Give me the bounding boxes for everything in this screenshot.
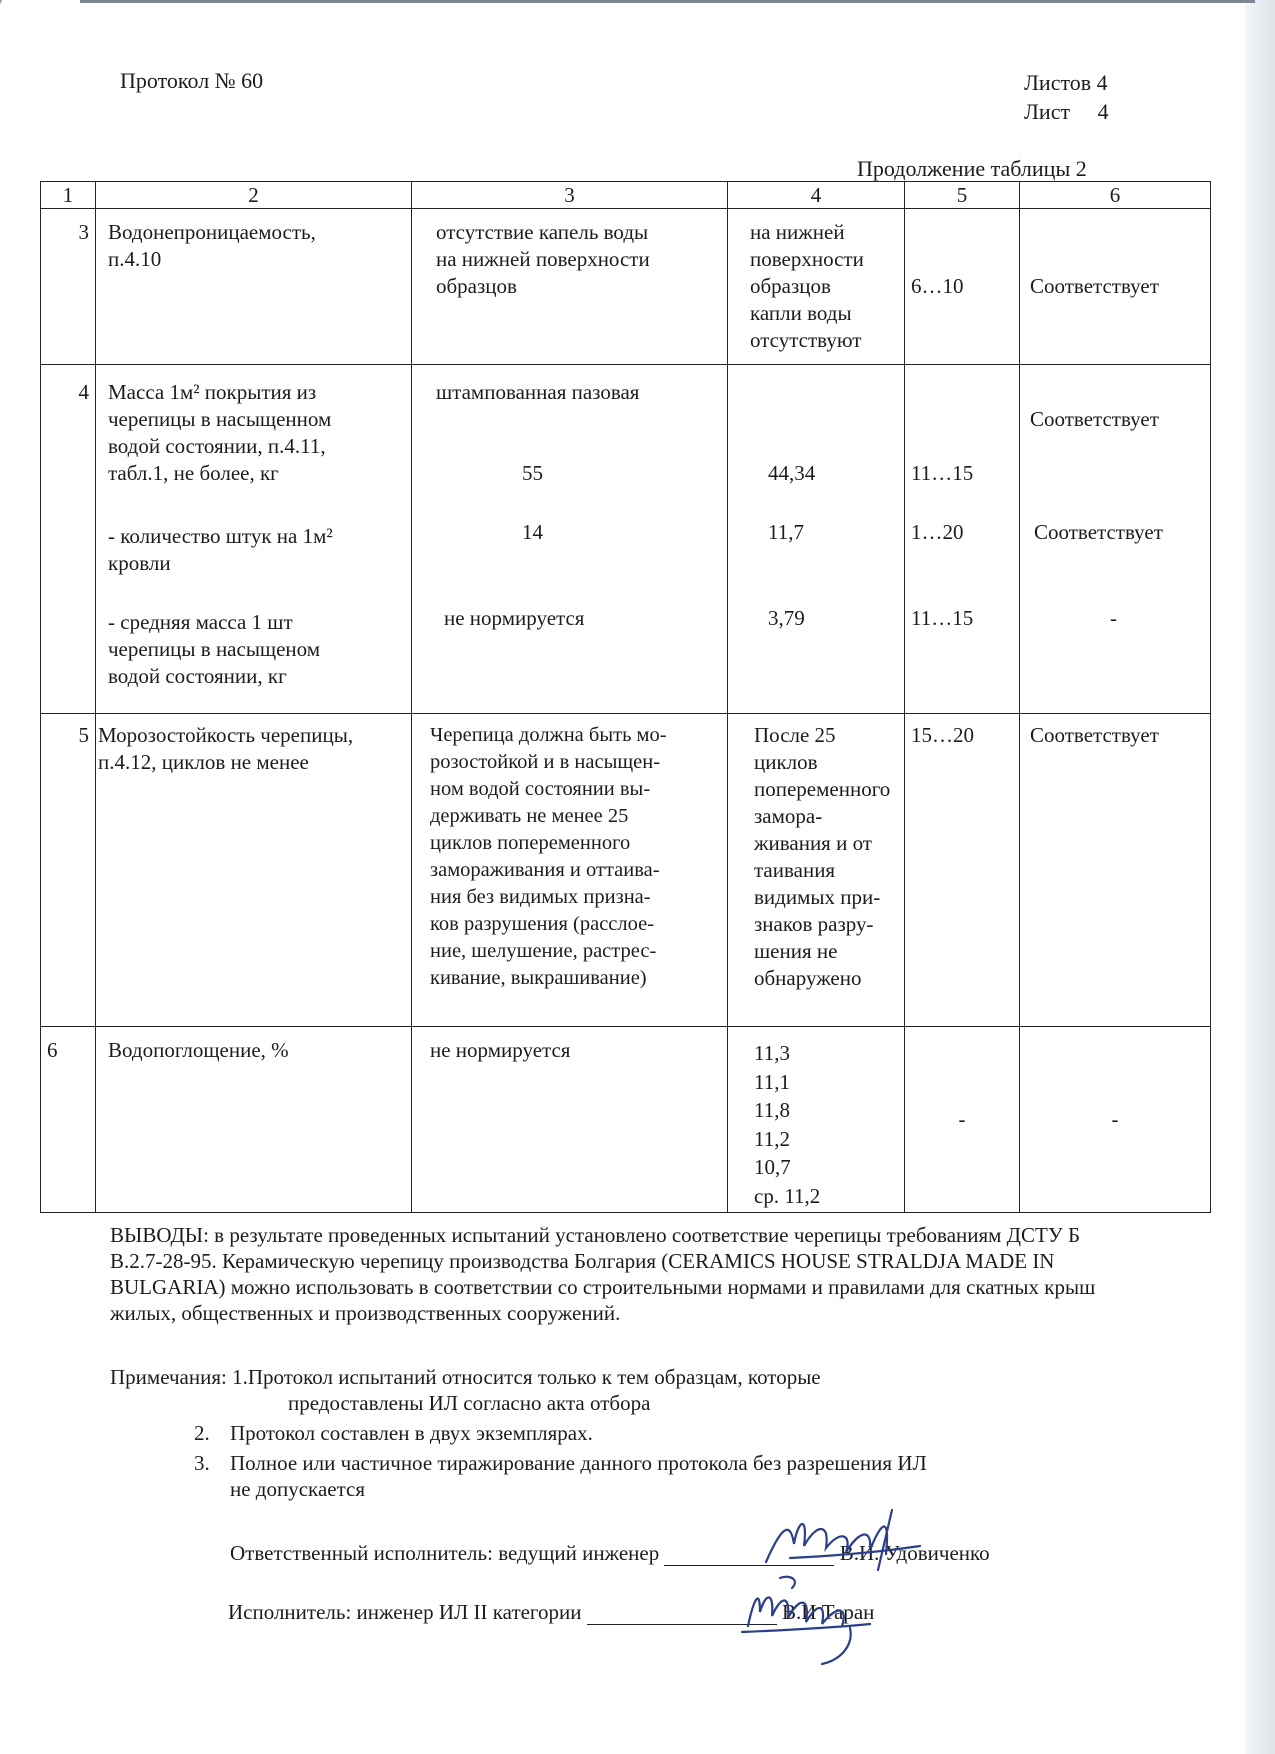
requirement-cell <box>412 365 728 714</box>
note-3 <box>110 1450 1110 1476</box>
table-row <box>41 1027 1211 1213</box>
executor-label: Исполнитель: инженер ИЛ II категории <box>228 1600 582 1624</box>
col-header: 6 <box>1020 182 1211 209</box>
property-name: Морозостойкость черепицы, п.4.12, циклов не менее <box>96 714 412 1027</box>
result-cell <box>1020 365 1211 714</box>
test-value: 11,3 11,1 11,8 11,2 10,7 ср. 11,2 <box>728 1027 905 1213</box>
result: - <box>1110 606 1117 630</box>
sheet-current: Лист 4 <box>1024 99 1109 124</box>
responsible-name: В.И. Удовиченко <box>839 1541 990 1565</box>
result: - <box>1020 1027 1211 1213</box>
cycles: 11…15 <box>911 606 974 630</box>
table-row <box>41 365 1211 714</box>
col-header: 3 <box>412 182 728 209</box>
sheets-total: Листов 4 <box>1024 70 1108 95</box>
requirement: не нормируется <box>444 606 585 630</box>
notes-label: Примечания: <box>110 1365 227 1389</box>
protocol-number: Протокол № 60 <box>120 68 264 93</box>
note-1-text: 1.Протокол испытаний относится только к тем образцам, которые <box>232 1365 821 1389</box>
result: Соответствует <box>1030 407 1159 431</box>
cycles: 11…15 <box>911 461 974 485</box>
property-subitem: - количество штук на 1м² кровли <box>108 524 333 575</box>
col-header: 1 <box>41 182 96 209</box>
requirement: Черепица должна быть мо- розостойкой и в насыщен- ном водой состоянии вы- держивать не менее 25 циклов попеременного замораживания и оттаива- ния без видимых призна- ков разрушения (расслое- ние, шелушение, растрес- кивание, выкрашивание) <box>412 714 728 1027</box>
test-value-cell <box>728 365 905 714</box>
col-header: 2 <box>96 182 412 209</box>
conclusions-text: ВЫВОДЫ: в результате проведенных испытаний установлено соответствие черепицы требованиям ДСТУ Б В.2.7-28-95. Керамическую черепицу производства Болгария (CERAMICS HOUSE STRALDJA MADE IN BULGARIA) можно использовать в соответствии со строительными нормами и правилами для скатных крыш жилых, общественных и производственных сооружений. <box>110 1223 1096 1325</box>
scan-top-border <box>80 0 1255 3</box>
property-subitem: - средняя масса 1 шт черепицы в насыщеном водой состоянии, кг <box>108 610 321 688</box>
scan-page-edge <box>1245 0 1275 1754</box>
note-3-text: Полное или частичное тиражирование данного протокола без разрешения ИЛ <box>230 1451 927 1475</box>
table-row <box>41 714 1211 1027</box>
note-2 <box>110 1420 1110 1446</box>
test-value: 44,34 <box>768 461 816 485</box>
cycles: - <box>905 1027 1020 1213</box>
note-3-continuation: не допускается <box>230 1477 365 1501</box>
result: Соответствует <box>1020 714 1211 1027</box>
requirement: штампованная пазовая <box>436 380 640 404</box>
test-results-table <box>40 181 1211 1213</box>
requirement-value: 14 <box>522 520 543 544</box>
note-1 <box>110 1364 1110 1390</box>
notes-block <box>110 1364 1110 1502</box>
result: Соответствует <box>1020 209 1211 365</box>
row-number: 4 <box>41 365 96 714</box>
note-3-number: 3. <box>194 1451 210 1475</box>
requirement: не нормируется <box>412 1027 728 1213</box>
property-name: Водопоглощение, % <box>96 1027 412 1213</box>
result: Соответствует <box>1034 520 1163 544</box>
test-value: на нижней поверхности образцов капли воды отсутствуют <box>728 209 905 365</box>
cycles: 15…20 <box>905 714 1020 1027</box>
row-number: 5 <box>41 714 96 1027</box>
table-header-row <box>41 182 1211 209</box>
table-row <box>41 209 1211 365</box>
responsible-label: Ответственный исполнитель: ведущий инженер <box>230 1541 660 1565</box>
test-value: 3,79 <box>768 606 805 630</box>
cycles: 6…10 <box>905 209 1020 365</box>
property-name: Водонепроницаемость, п.4.10 <box>96 209 412 365</box>
table-continuation-caption: Продолжение таблицы 2 <box>857 156 1087 181</box>
executor-handwritten-signature <box>730 1568 880 1668</box>
scan-corner-fold <box>0 0 33 21</box>
col-header: 4 <box>728 182 905 209</box>
executor-name: В.И Таран <box>782 1600 875 1624</box>
note-2-text: Протокол составлен в двух экземплярах. <box>230 1421 593 1445</box>
col-header: 5 <box>905 182 1020 209</box>
row-number: 6 <box>41 1027 96 1213</box>
requirement-value: 55 <box>522 461 543 485</box>
requirement: отсутствие капель воды на нижней поверхности образцов <box>412 209 728 365</box>
row-number: 3 <box>41 209 96 365</box>
cycles-cell <box>905 365 1020 714</box>
property-name-cell <box>96 365 412 714</box>
test-value: 11,7 <box>768 520 804 544</box>
test-value: После 25 циклов попеременного замора- живания и от таивания видимых при- знаков разру- шения не обнаружено <box>728 714 905 1027</box>
note-1-continuation: предоставлены ИЛ согласно акта отбора <box>288 1391 651 1415</box>
note-2-number: 2. <box>194 1421 210 1445</box>
cycles: 1…20 <box>911 520 964 544</box>
property-name: Масса 1м² покрытия из черепицы в насыщенном водой состоянии, п.4.11, табл.1, не более, кг <box>108 380 332 485</box>
